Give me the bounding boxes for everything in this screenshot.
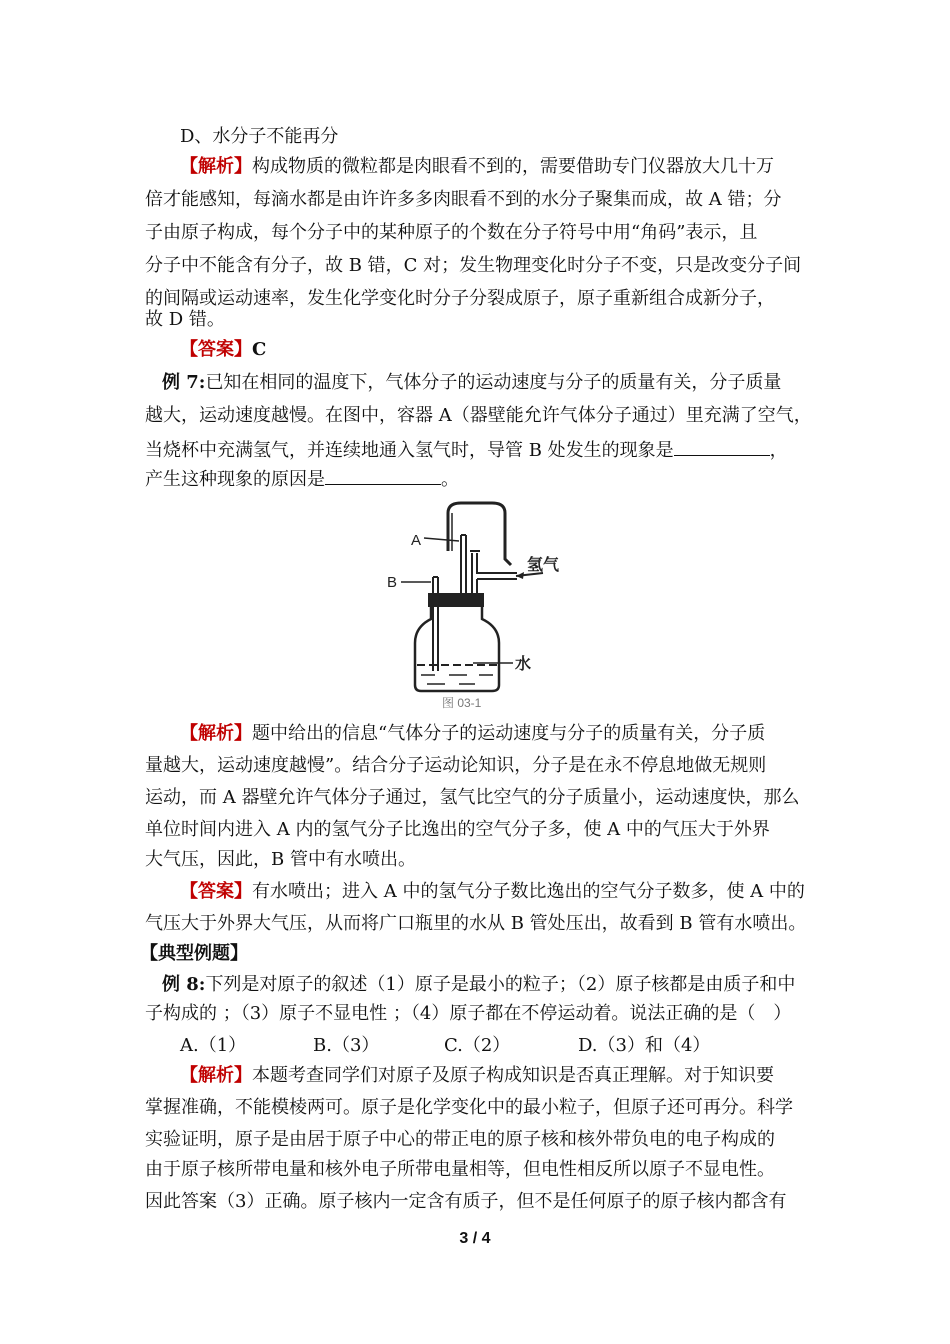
analysis-label: 【解析】: [180, 723, 252, 744]
ex6-analysis-line: 倍才能感知，每滴水都是由许许多多肉眼看不到的水分子聚集而成，故 A 错；分: [145, 189, 782, 210]
page-current: 3: [459, 1230, 469, 1247]
ex7-question-line: [145, 437, 788, 463]
ex7-answer-line: 气压大于外界大气压，从而将广口瓶里的水从 B 管处压出，故看到 B 管有水喷出。: [145, 913, 807, 934]
question-punct: ，: [769, 440, 788, 461]
ex7-question-line: [145, 466, 459, 492]
figure-caption: 图 03-1: [442, 696, 482, 710]
ex6-analysis-first-line: [180, 155, 774, 179]
analysis-text: 构成物质的微粒都是肉眼看不到的，需要借助专门仪器放大几十万: [252, 156, 774, 177]
label-b: B: [387, 574, 398, 591]
analysis-text: 本题考查同学们对原子及原子构成知识是否真正理解。对于知识要: [252, 1065, 774, 1086]
ex7-analysis-line: 单位时间内进入 A 内的氢气分子比逸出的空气分子多，使 A 中的气压大于外界: [145, 819, 770, 840]
answer-blank: [325, 466, 441, 485]
ex8-analysis-first-line: [180, 1064, 774, 1088]
ex6-analysis-line: 子由原子构成，每个分子中的某种原子的个数在分子符号中用“角码”表示，且: [145, 222, 758, 243]
page-number: [0, 1230, 950, 1248]
answer-label: 【答案】: [180, 881, 252, 902]
answer-text: 有水喷出；进入 A 中的氢气分子数比逸出的空气分子数多，使 A 中的: [252, 881, 805, 902]
ex8-question-first-line: [162, 973, 795, 997]
question-text: 下列是对原子的叙述（1）原子是最小的粒子；（2）原子核都是由质子和中: [205, 974, 796, 995]
ex7-analysis-line: 运动，而 A 器壁允许气体分子通过，氢气比空气的分子质量小，运动速度快，那么: [145, 787, 800, 808]
label-hydrogen: 氢气: [527, 557, 560, 574]
page-total: 4: [481, 1230, 491, 1247]
answer-label: 【答案】: [180, 339, 252, 360]
arrow-head: [516, 572, 524, 579]
tube-a: [461, 535, 466, 595]
choice-option: C.（2）: [444, 1035, 511, 1056]
label-water: 水: [515, 656, 532, 673]
choice-option: B.（3）: [313, 1035, 380, 1056]
label-a: A: [411, 532, 422, 549]
ex8-question-line: 子构成的 ；（3）原子不显电性 ；（4）原子都在不停运动着。说法正确的是（ ）: [145, 1003, 792, 1024]
ex6-analysis-line: 的间隔或运动速率，发生化学变化时分子分裂成原子，原子重新组合成新分子，: [145, 288, 775, 309]
section-title: 【典型例题】: [140, 943, 248, 964]
example-label: 例 8:: [162, 974, 206, 995]
tube-inlet: [472, 553, 517, 595]
option-d-text: D、水分子不能再分: [180, 126, 339, 147]
container-a: [448, 503, 511, 565]
ex8-analysis-line: 实验证明，原子是由居于原子中心的带正电的原子核和核外带负电的电子构成的: [145, 1129, 775, 1150]
ex8-analysis-line: 因此答案（3）正确。原子核内一定含有质子，但不是任何原子的原子核内都含有: [145, 1191, 787, 1212]
ex6-analysis-line: 故 D 错。: [145, 309, 225, 330]
ex8-analysis-line: 掌握准确，不能模棱两可。原子是化学变化中的最小粒子，但原子还可再分。科学: [145, 1097, 793, 1118]
question-punct: 。: [441, 469, 459, 490]
tube-b: [433, 577, 438, 671]
analysis-label: 【解析】: [180, 1065, 252, 1086]
answer-blank: [674, 437, 770, 456]
stopper: [428, 593, 484, 607]
ex7-question-first-line: [162, 371, 781, 395]
ex7-answer-first-line: [180, 880, 805, 904]
ex6-analysis-line: 分子中不能含有分子，故 B 错，C 对；发生物理变化时分子不变，只是改变分子间: [145, 255, 802, 276]
choice-option: A.（1）: [180, 1035, 247, 1056]
ex7-analysis-first-line: [180, 722, 765, 746]
analysis-text: 题中给出的信息“气体分子的运动速度与分子的质量有关，分子质: [252, 723, 766, 744]
answer-text: C: [252, 339, 267, 360]
ex8-analysis-line: 由于原子核所带电量和核外电子所带电量相等，但电性相反所以原子不显电性。: [145, 1159, 775, 1180]
bottle: [415, 607, 499, 691]
choice-option: D.（3）和（4）: [578, 1035, 711, 1056]
ex6-answer-line: [180, 338, 266, 362]
ex7-question-line: 越大，运动速度越慢。在图中，容器 A（器壁能允许气体分子通过）里充满了空气，: [145, 405, 812, 426]
question-text: 已知在相同的温度下，气体分子的运动速度与分子的质量有关，分子质量: [205, 372, 782, 393]
example-label: 例 7:: [162, 372, 206, 393]
ex7-analysis-line: 量越大，运动速度越慢”。结合分子运动论知识，分子是在永不停息地做无规则: [145, 755, 767, 776]
question-text: 产生这种现象的原因是: [145, 469, 325, 490]
page-separator: /: [468, 1230, 482, 1247]
question-text: 当烧杯中充满氢气，并连续地通入氢气时，导管 B 处发生的现象是: [145, 440, 674, 461]
apparatus-figure: [375, 495, 575, 713]
analysis-label: 【解析】: [180, 156, 252, 177]
ex7-analysis-line: 大气压，因此，B 管中有水喷出。: [145, 849, 416, 870]
